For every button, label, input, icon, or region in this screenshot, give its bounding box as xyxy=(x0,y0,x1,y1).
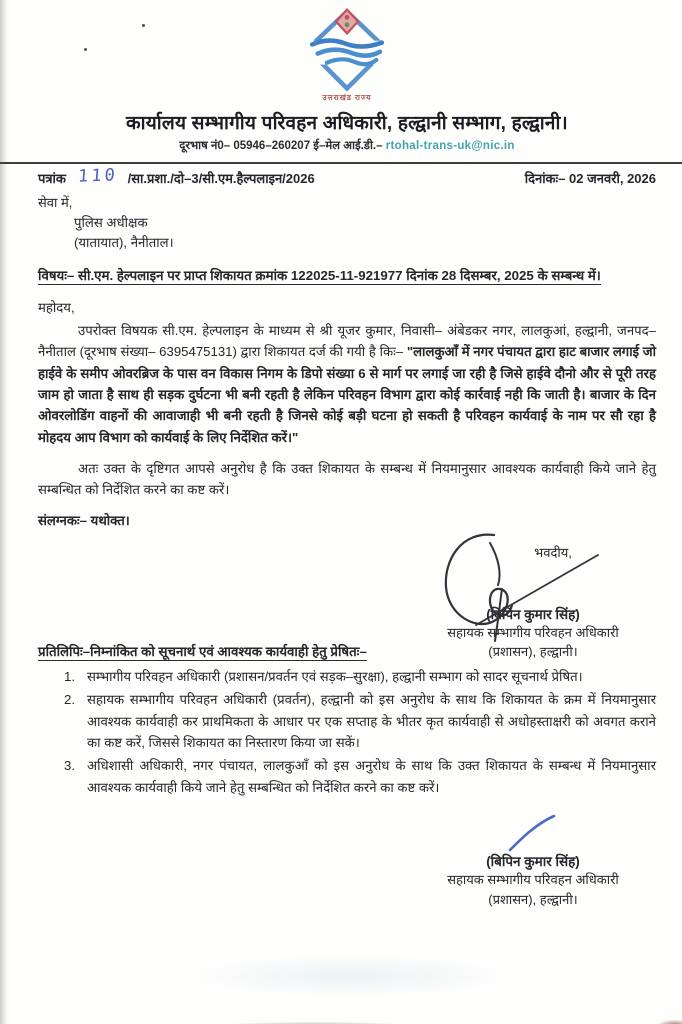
letterhead xyxy=(38,6,656,153)
to-label: सेवा में, xyxy=(38,195,73,210)
header-rule xyxy=(0,162,682,164)
body-paragraph-2: अतः उक्त के दृष्टिगत आपसे अनुरोध है कि उक्त शिकायत के सम्बन्ध में नियमानुसार आवश्यक कार्यवाही किये जाने हेतु सम्बन्धित को निर्देशित करने का कष्ट करें। xyxy=(38,461,656,498)
item-text: सहायक सम्भागीय परिवहन अधिकारी (प्रवर्तन), हल्द्वानी को इस अनुरोध के साथ कि शिकायत के क्रम में नियमानुसार आवश्यक कार्यवाही कर प्राथमिकता के आधार पर एक सप्ताह के भीतर कृत कार्यवाही से अधोहस्ताक्षरी को अवगत कराने का कष्ट करें, जिससे शिकायत का निस्तारण किया जा सकें। xyxy=(87,692,656,750)
letter-number xyxy=(38,165,315,187)
copy-list-item xyxy=(64,666,656,687)
copy-section-heading: प्रतिलिपिः–निम्नांकित को सूचनार्थ एवं आवश्यक कार्यवाही हेतु प्रेषितः– xyxy=(38,643,367,659)
addressee-line1: पुलिस अधीक्षक xyxy=(74,215,148,230)
subject-line xyxy=(38,266,656,286)
scan-speck xyxy=(142,24,145,27)
addressee-block xyxy=(74,213,656,254)
email-address: rtohal-trans-uk@nic.in xyxy=(385,140,515,152)
scan-edge-shadow xyxy=(0,0,10,1024)
phone-label: दूरभाष नं0– 05946–260207 ई–मेल आई.डी.– xyxy=(179,140,383,152)
officer-office: (प्रशासन), हल्द्वानी। xyxy=(488,644,578,660)
item-number: 3. xyxy=(64,758,75,774)
handwritten-letter-number: 110 xyxy=(77,165,119,187)
letter-number-rest: /सा.प्रशा./दो–3/सी.एम.हैल्पलाइन/2026 xyxy=(127,171,315,186)
uttarakhand-state-emblem-icon xyxy=(301,6,393,103)
letter-number-label: पत्रांक xyxy=(38,171,66,186)
signature-space xyxy=(414,561,652,605)
officer-name: (बिपिन कुमार सिंह) xyxy=(486,606,580,622)
scan-bottom-smudge xyxy=(0,990,682,1024)
enclosure-line: संलग्नकः– यथोक्त। xyxy=(38,512,130,528)
office-title: कार्यालय सम्भागीय परिवहन अधिकारी, हल्द्वानी सम्भाग, हल्द्वानी। xyxy=(126,113,568,134)
officer-designation: सहायक सम्भागीय परिवहन अधिकारी xyxy=(447,624,619,640)
copy-list-item xyxy=(64,755,656,798)
signature-block-2 xyxy=(414,812,652,909)
reference-row xyxy=(38,165,656,187)
scan-speck xyxy=(84,48,87,51)
item-number: 1. xyxy=(64,668,75,684)
body-paragraph-1 xyxy=(38,320,656,448)
emblem-caption: उत्तराखंड राज्य xyxy=(322,93,372,102)
officer-office: (प्रशासन), हल्द्वानी। xyxy=(488,891,578,907)
handwritten-initial-slash xyxy=(502,812,562,854)
addressee-line2: (यातायात), नैनीताल। xyxy=(74,235,174,251)
salutation: महोदय, xyxy=(38,299,75,315)
copy-list-item xyxy=(64,689,656,753)
closing-word: भवदीय, xyxy=(534,544,572,560)
subject-text: विषयः– सी.एम. हेल्पलाइन पर प्राप्त शिकायत क्रमांक 122025-11-921977 दिनांक 28 दिसम्बर, 2025 के सम्बन्ध में। xyxy=(38,267,601,283)
signature-block-1 xyxy=(414,543,652,662)
item-text: सम्भागीय परिवहन अधिकारी (प्रशासन/प्रवर्तन एवं सड़क–सुरक्षा), हल्द्वानी सम्भाग को सादर सूचनार्थ प्रेषित। xyxy=(87,668,583,684)
item-number: 2. xyxy=(64,692,75,708)
officer-name: (बिपिन कुमार सिंह) xyxy=(486,854,580,870)
contact-line xyxy=(38,138,656,153)
copy-list xyxy=(38,666,656,798)
item-text: अधिशासी अधिकारी, नगर पंचायत, लालकुआँ को इस अनुरोध के साथ कि उक्त शिकायत के सम्बन्ध में नियमानुसार आवश्यक कार्यवाही किये जाने हेतु सम्बन्धित को निर्देशित करने का कष्ट करें। xyxy=(87,758,656,795)
officer-designation: सहायक सम्भागीय परिवहन अधिकारी xyxy=(447,872,619,888)
letter-date: दिनांकः– 02 जनवरी, 2026 xyxy=(524,171,656,186)
para1-intro: उपरोक्त विषयक सी.एम. हेल्पलाइन के माध्यम से श्री यूजर कुमार, निवासी– अंबेडकर नगर, लालकुआं, हल्द्वानी, जनपद– नैनीताल (दूरभाष संख्या– 6395475131) द्वारा शिकायत दर्ज की गयी है किः– xyxy=(38,322,656,360)
complaint-quote: "लालकुआँ में नगर पंचायत द्वारा हाट बाजार लगाई जो हाईवे के समीप ओवरब्रिज के पास वन विकास निगम के डिपो संख्या 6 से मार्ग पर लगाई जा रही है जिसे हाईवे दौनो और से पूरी तरह जाम हो जाता है साथ ही सड़क दुर्घटना भी बनी रहती है लेकिन परिवहन विभाग द्वारा कोई कार्रवाई नही कि जाती है। बाजार के दिन ओवरलोडिंग वाहनों की आवाजाही भी बनी रहती है जिनसे कोई बड़ी घटना हो सकती है परिवहन कार्यवाई के नाम पर सौ रहा है मोहदय आप विभाग को कार्यवाई के लिए निर्देशित करें।" xyxy=(38,344,656,445)
